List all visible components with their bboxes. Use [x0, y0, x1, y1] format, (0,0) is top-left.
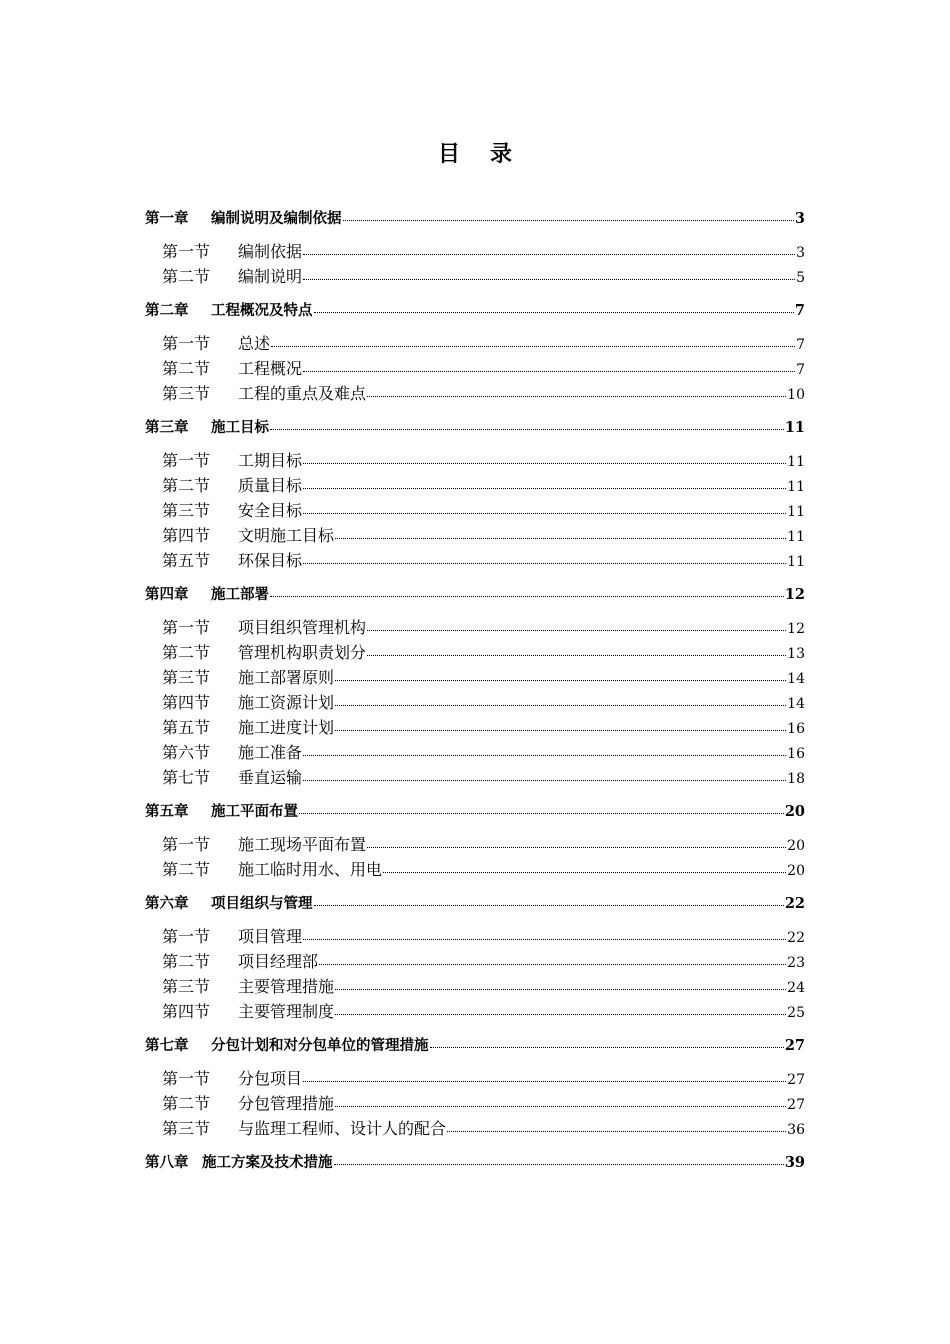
- section-number: 第二节: [162, 267, 211, 286]
- toc-section-entry[interactable]: [145, 740, 805, 765]
- section-title: 质量目标: [238, 476, 303, 495]
- section-page-number: 25: [787, 1005, 805, 1021]
- section-number: 第四节: [162, 526, 211, 545]
- toc-title-char-2: 录: [490, 141, 513, 167]
- chapter-page-number: 3: [794, 210, 805, 227]
- chapter-number: 第五章: [145, 803, 189, 820]
- section-page-number: 5: [796, 270, 805, 286]
- chapter-page-number: 22: [784, 895, 805, 912]
- dot-leader: [335, 1093, 786, 1109]
- toc-section-entry[interactable]: [145, 356, 805, 381]
- section-page-number: 3: [796, 245, 805, 261]
- toc-chapter-label: [145, 582, 269, 607]
- section-page-number: 24: [787, 980, 805, 996]
- section-page-number: 16: [787, 721, 805, 737]
- section-page-number: 7: [796, 337, 805, 353]
- chapter-number: 第六章: [145, 895, 189, 912]
- toc-section-label: [162, 740, 302, 765]
- toc-chapter-entry[interactable]: [145, 799, 805, 824]
- dot-leader: [335, 976, 786, 992]
- dot-leader: [430, 1036, 784, 1051]
- toc-section-entry[interactable]: [145, 765, 805, 790]
- chapter-page-number: 27: [784, 1037, 805, 1054]
- dot-leader: [303, 266, 795, 282]
- dot-leader: [447, 1118, 786, 1134]
- dot-leader: [303, 358, 795, 374]
- section-page-number: 11: [787, 479, 805, 495]
- dot-leader: [271, 333, 795, 349]
- section-number: 第三节: [162, 668, 211, 687]
- section-number: 第一节: [162, 334, 211, 353]
- toc-section-label: [162, 924, 302, 949]
- section-number: 第二节: [162, 643, 211, 662]
- toc-section-entry[interactable]: [145, 1091, 805, 1116]
- toc-chapter-label: [145, 206, 342, 231]
- toc-title: [0, 137, 950, 168]
- dot-leader: [367, 617, 786, 633]
- toc-section-label: [162, 690, 334, 715]
- section-page-number: 23: [787, 955, 805, 971]
- chapter-number: 第二章: [145, 302, 189, 319]
- section-title: 垂直运输: [238, 768, 303, 787]
- chapter-page-number: 11: [784, 419, 805, 436]
- toc-section-label: [162, 1116, 446, 1141]
- toc-section-entry[interactable]: [145, 1116, 805, 1141]
- dot-leader: [319, 951, 786, 967]
- toc-section-entry[interactable]: [145, 665, 805, 690]
- dot-leader: [367, 834, 786, 850]
- section-title: 总述: [238, 334, 271, 353]
- section-number: 第一节: [162, 618, 211, 637]
- section-number: 第一节: [162, 835, 211, 854]
- toc-section-label: [162, 448, 302, 473]
- dot-leader: [303, 767, 786, 783]
- toc-section-entry[interactable]: [145, 448, 805, 473]
- toc-chapter-label: [145, 1033, 429, 1058]
- section-title: 项目经理部: [238, 952, 319, 971]
- section-page-number: 20: [787, 863, 805, 879]
- toc-section-entry[interactable]: [145, 381, 805, 406]
- toc-section-label: [162, 498, 302, 523]
- section-title: 工程概况: [238, 359, 303, 378]
- section-page-number: 11: [787, 454, 805, 470]
- toc-section-label: [162, 356, 302, 381]
- toc-section-entry[interactable]: [145, 974, 805, 999]
- dot-leader: [303, 742, 786, 758]
- toc-chapter-entry[interactable]: [145, 298, 805, 323]
- toc-chapter-label: [145, 891, 313, 916]
- toc-section-entry[interactable]: [145, 857, 805, 882]
- section-title: 与监理工程师、设计人的配合: [238, 1119, 447, 1138]
- toc-section-label: [162, 974, 334, 999]
- dot-leader: [335, 667, 786, 683]
- toc-section-entry[interactable]: [145, 690, 805, 715]
- section-number: 第五节: [162, 718, 211, 737]
- dot-leader: [270, 418, 784, 433]
- toc-section-label: [162, 473, 302, 498]
- section-title: 工程的重点及难点: [238, 384, 367, 403]
- toc-section-label: [162, 999, 334, 1024]
- section-page-number: 27: [787, 1097, 805, 1113]
- toc-section-entry[interactable]: [145, 331, 805, 356]
- dot-leader: [334, 1153, 784, 1168]
- section-title: 分包管理措施: [238, 1094, 335, 1113]
- section-title: 施工准备: [238, 743, 303, 762]
- chapter-title: 施工平面布置: [211, 803, 298, 820]
- toc-chapter-label: [145, 1150, 333, 1175]
- toc-section-entry[interactable]: [145, 924, 805, 949]
- section-number: 第三节: [162, 1119, 211, 1138]
- section-title: 施工现场平面布置: [238, 835, 367, 854]
- chapter-page-number: 7: [794, 302, 805, 319]
- chapter-title: 施工部署: [211, 586, 269, 603]
- section-number: 第一节: [162, 451, 211, 470]
- chapter-number: 第三章: [145, 419, 189, 436]
- section-number: 第一节: [162, 242, 211, 261]
- toc-section-label: [162, 523, 334, 548]
- dot-leader: [303, 450, 786, 466]
- section-page-number: 27: [787, 1072, 805, 1088]
- section-page-number: 13: [787, 646, 805, 662]
- dot-leader: [303, 1068, 786, 1084]
- toc-chapter-entry[interactable]: [145, 891, 805, 916]
- toc-section-entry[interactable]: [145, 615, 805, 640]
- section-title: 施工资源计划: [238, 693, 335, 712]
- dot-leader: [314, 301, 794, 316]
- section-title: 编制说明: [238, 267, 303, 286]
- dot-leader: [335, 717, 786, 733]
- section-number: 第三节: [162, 501, 211, 520]
- section-title: 安全目标: [238, 501, 303, 520]
- dot-leader: [367, 383, 786, 399]
- section-page-number: 7: [796, 362, 805, 378]
- section-title: 施工进度计划: [238, 718, 335, 737]
- section-title: 项目管理: [238, 927, 303, 946]
- section-number: 第四节: [162, 1002, 211, 1021]
- section-number: 第二节: [162, 1094, 211, 1113]
- toc-section-label: [162, 1066, 302, 1091]
- toc-section-label: [162, 832, 366, 857]
- section-title: 编制依据: [238, 242, 303, 261]
- toc-chapter-entry[interactable]: [145, 1150, 805, 1175]
- section-title: 项目组织管理机构: [238, 618, 367, 637]
- toc-section-label: [162, 765, 302, 790]
- dot-leader: [303, 550, 786, 566]
- section-page-number: 14: [787, 671, 805, 687]
- chapter-title: 工程概况及特点: [211, 302, 313, 319]
- section-number: 第一节: [162, 1069, 211, 1088]
- chapter-number: 第一章: [145, 210, 189, 227]
- toc-section-entry[interactable]: [145, 640, 805, 665]
- section-title: 管理机构职责划分: [238, 643, 367, 662]
- toc-chapter-label: [145, 799, 298, 824]
- section-title: 分包项目: [238, 1069, 303, 1088]
- toc-section-label: [162, 264, 302, 289]
- section-page-number: 16: [787, 746, 805, 762]
- toc-section-label: [162, 715, 334, 740]
- section-title: 主要管理措施: [238, 977, 335, 996]
- section-number: 第二节: [162, 952, 211, 971]
- toc-section-label: [162, 1091, 334, 1116]
- section-number: 第二节: [162, 860, 211, 879]
- dot-leader: [314, 894, 784, 909]
- dot-leader: [335, 692, 786, 708]
- chapter-page-number: 20: [784, 803, 805, 820]
- section-number: 第一节: [162, 927, 211, 946]
- chapter-title: 施工方案及技术措施: [202, 1154, 333, 1171]
- toc-section-entry[interactable]: [145, 473, 805, 498]
- toc-section-entry[interactable]: [145, 999, 805, 1024]
- chapter-title: 编制说明及编制依据: [211, 210, 342, 227]
- toc-section-label: [162, 331, 270, 356]
- toc-section-label: [162, 857, 382, 882]
- toc-chapter-entry[interactable]: [145, 582, 805, 607]
- chapter-title: 分包计划和对分包单位的管理措施: [211, 1037, 429, 1054]
- section-page-number: 10: [787, 387, 805, 403]
- section-number: 第二节: [162, 359, 211, 378]
- section-number: 第三节: [162, 977, 211, 996]
- section-number: 第二节: [162, 476, 211, 495]
- section-page-number: 18: [787, 771, 805, 787]
- dot-leader: [303, 500, 786, 516]
- toc-section-entry[interactable]: [145, 523, 805, 548]
- table-of-contents: [145, 206, 805, 1175]
- section-page-number: 11: [787, 554, 805, 570]
- toc-chapter-entry[interactable]: [145, 1033, 805, 1058]
- dot-leader: [367, 642, 786, 658]
- section-number: 第四节: [162, 693, 211, 712]
- chapter-page-number: 39: [784, 1154, 805, 1171]
- toc-section-label: [162, 548, 302, 573]
- dot-leader: [303, 241, 795, 257]
- toc-chapter-label: [145, 415, 269, 440]
- toc-section-label: [162, 615, 366, 640]
- chapter-number: 第八章: [145, 1154, 189, 1171]
- toc-section-entry[interactable]: [145, 715, 805, 740]
- toc-chapter-entry[interactable]: [145, 206, 805, 231]
- chapter-page-number: 12: [784, 586, 805, 603]
- section-page-number: 11: [787, 529, 805, 545]
- section-title: 主要管理制度: [238, 1002, 335, 1021]
- toc-section-entry[interactable]: [145, 548, 805, 573]
- section-number: 第六节: [162, 743, 211, 762]
- chapter-title: 施工目标: [211, 419, 269, 436]
- toc-section-label: [162, 239, 302, 264]
- section-number: 第七节: [162, 768, 211, 787]
- section-page-number: 36: [787, 1122, 805, 1138]
- section-page-number: 20: [787, 838, 805, 854]
- section-number: 第五节: [162, 551, 211, 570]
- toc-section-label: [162, 381, 366, 406]
- toc-section-entry[interactable]: [145, 239, 805, 264]
- section-page-number: 12: [787, 621, 805, 637]
- dot-leader: [299, 802, 784, 817]
- section-title: 环保目标: [238, 551, 303, 570]
- toc-chapter-label: [145, 298, 313, 323]
- dot-leader: [343, 209, 794, 224]
- section-title: 施工临时用水、用电: [238, 860, 383, 879]
- toc-section-label: [162, 665, 334, 690]
- section-page-number: 11: [787, 504, 805, 520]
- chapter-title: 项目组织与管理: [211, 895, 313, 912]
- toc-section-entry[interactable]: [145, 1066, 805, 1091]
- chapter-number: 第四章: [145, 586, 189, 603]
- toc-section-entry[interactable]: [145, 498, 805, 523]
- toc-section-entry[interactable]: [145, 832, 805, 857]
- toc-section-entry[interactable]: [145, 264, 805, 289]
- toc-chapter-entry[interactable]: [145, 415, 805, 440]
- section-page-number: 22: [787, 930, 805, 946]
- dot-leader: [383, 859, 786, 875]
- dot-leader: [303, 475, 786, 491]
- toc-section-label: [162, 640, 366, 665]
- dot-leader: [335, 1001, 786, 1017]
- section-title: 施工部署原则: [238, 668, 335, 687]
- section-page-number: 14: [787, 696, 805, 712]
- dot-leader: [335, 525, 786, 541]
- dot-leader: [270, 585, 784, 600]
- section-title: 文明施工目标: [238, 526, 335, 545]
- toc-section-label: [162, 949, 318, 974]
- chapter-number: 第七章: [145, 1037, 189, 1054]
- toc-title-char-1: 目: [437, 141, 460, 167]
- toc-section-entry[interactable]: [145, 949, 805, 974]
- section-title: 工期目标: [238, 451, 303, 470]
- dot-leader: [303, 926, 786, 942]
- section-number: 第三节: [162, 384, 211, 403]
